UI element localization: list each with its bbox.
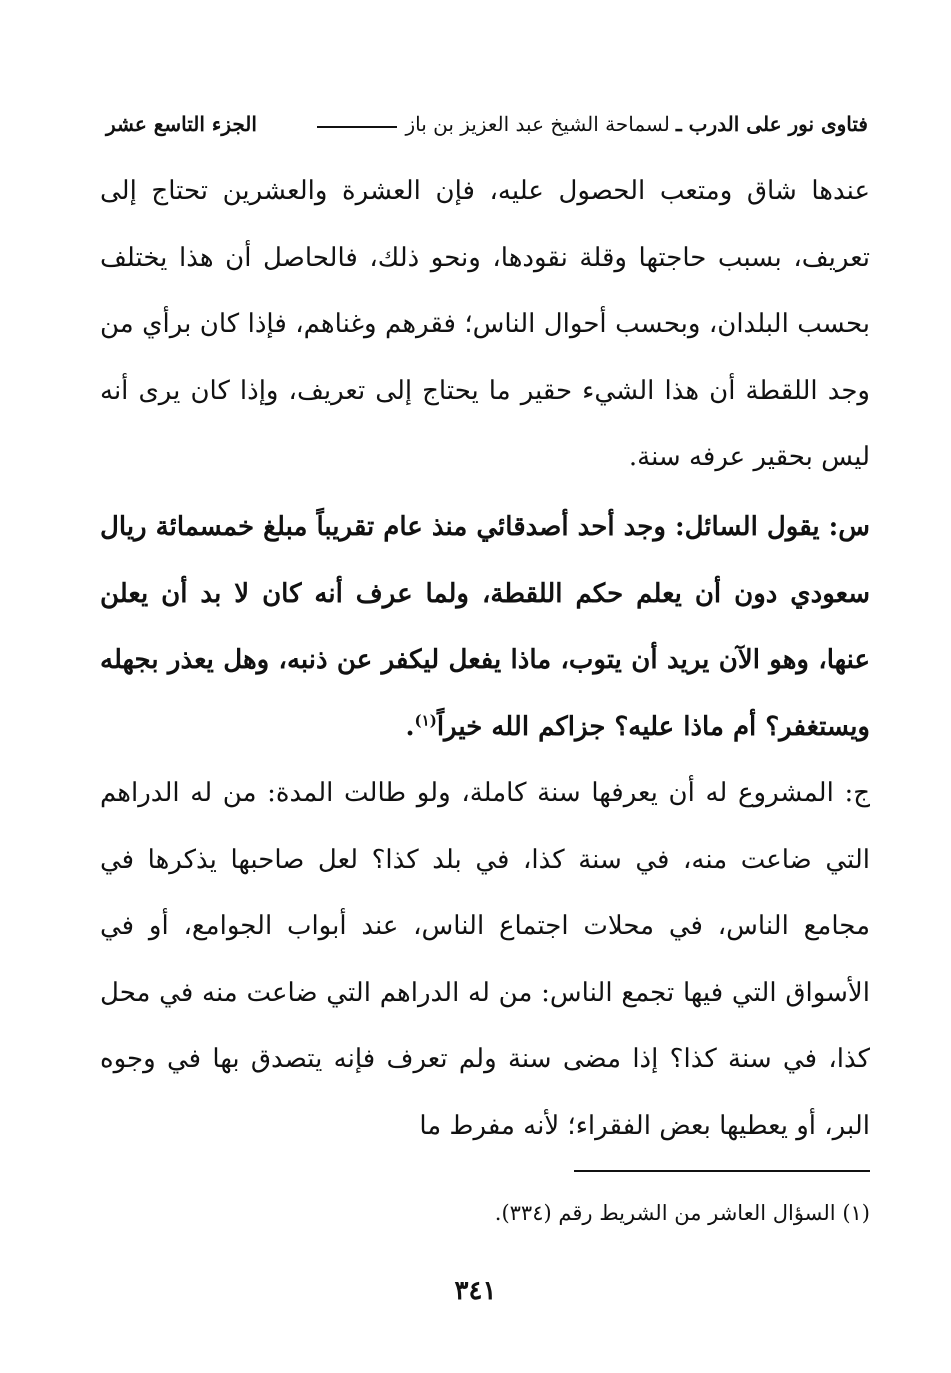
paragraph-answer bbox=[100, 760, 870, 1159]
paragraph-text: عندها شاق ومتعب الحصول عليه، فإن العشرة والعشرين تحتاج إلى تعريف، بسبب حاجتها وقلة نقودها، ونحو ذلك، فالحاصل أن هذا يختلف بحسب البلدان، وبحسب أحوال الناس؛ فقرهم وغناهم، فإذا كان برأي من وجد اللقطة أن هذا الشيء حقير ما يحتاج إلى تعريف، وإذا كان يرى أنه ليس بحقير عرفه سنة. bbox=[100, 176, 870, 472]
running-header bbox=[106, 104, 868, 144]
question-end: . bbox=[405, 711, 415, 742]
question-text: س: يقول السائل: وجد أحد أصدقائي منذ عام تقريباً مبلغ خمسمائة ريال سعودي دون أن يعلم حكم اللقطة، ولما عرف أنه كان لا بد أن يعلن عنها، وهو الآن يريد أن يتوب، ماذا يفعل ليكفر عن ذنبه، وهل يعذر بجهله ويستغفر؟ أم ماذا عليه؟ جزاكم الله خيراً bbox=[100, 512, 870, 742]
header-dash-rule bbox=[317, 126, 397, 128]
header-author: لسماحة الشيخ عبد العزيز بن باز bbox=[405, 112, 670, 136]
footnote: (١) السؤال العاشر من الشريط رقم (٣٣٤). bbox=[494, 1201, 870, 1225]
footnote-separator bbox=[574, 1170, 870, 1172]
answer-text: ج: المشروع له أن يعرفها سنة كاملة، ولو طالت المدة: من له الدراهم التي ضاعت منه، في سنة كذا، في بلد كذا؟ لعل صاحبها يذكرها في مجامع الناس، في محلات اجتماع الناس، عند أبواب الجوامع، أو في الأسواق التي فيها تجمع الناس: من له الدراهم التي ضاعت منه في محل كذا، في سنة كذا؟ إذا مضى سنة ولم تعرف فإنه يتصدق بها في وجوه البر، أو يعطيها بعض الفقراء؛ لأنه مفرط ما bbox=[100, 778, 870, 1141]
footnote-reference: (١) bbox=[414, 710, 437, 729]
page-number: ٣٤١ bbox=[454, 1276, 497, 1306]
paragraph-question bbox=[100, 494, 870, 760]
header-book-title: فتاوى نور على الدرب ـ bbox=[675, 112, 868, 136]
paragraph-answer-continued bbox=[100, 158, 870, 491]
header-part: الجزء التاسع عشر bbox=[106, 112, 257, 136]
